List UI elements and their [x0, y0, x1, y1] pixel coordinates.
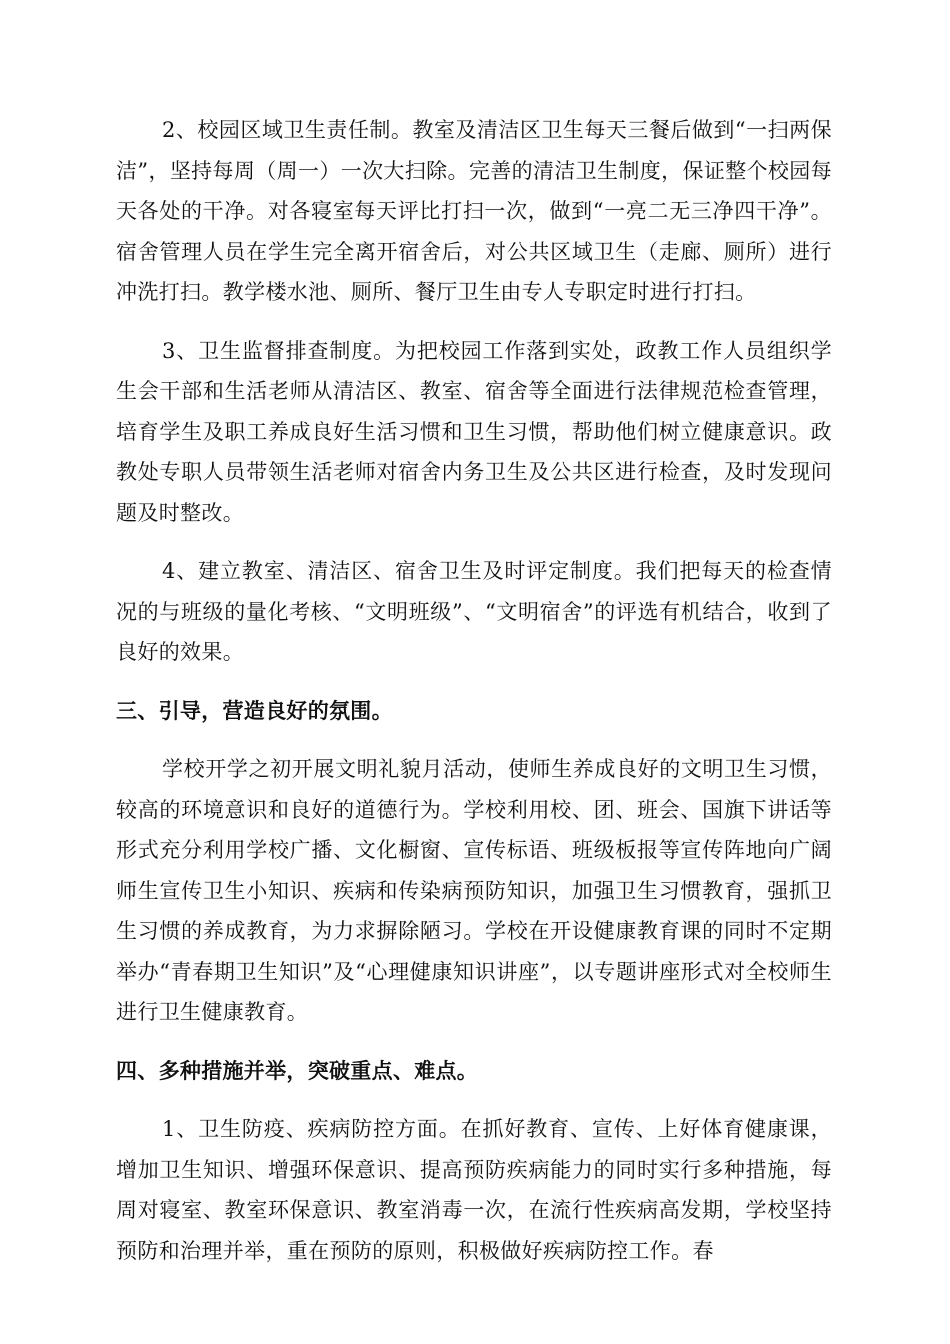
- paragraph-timely-evaluation: 4、建立教室、清洁区、宿舍卫生及时评定制度。我们把每天的检查情况的与班级的量化考核、“文明班级”、“文明宿舍”的评选有机结合，收到了良好的效果。: [116, 559, 832, 664]
- paragraph-disease-prevention: 1、卫生防疫、疾病防控方面。在抓好教育、宣传、上好体育健康课，增加卫生知识、增强环保意识、提高预防疾病能力的同时实行多种措施，每周对寝室、教室环保意识、教室消毒一次，在流行性疾病高发期，学校坚持预防和治理并举，重在预防的原则，积极做好疾病防控工作。春: [116, 1117, 832, 1263]
- section-heading-measures: 四、多种措施并举，突破重点、难点。: [116, 1058, 479, 1083]
- paragraph-civility-month: 学校开学之初开展文明礼貌月活动，使师生养成良好的文明卫生习惯，较高的环境意识和良好的道德行为。学校利用校、团、班会、国旗下讲话等形式充分利用学校广播、文化橱窗、宣传标语、班级板报等宣传阵地向广阔师生宣传卫生小知识、疾病和传染病预防知识，加强卫生习惯教育，强抓卫生习惯的养成教育，为力求摒除陋习。学校在开设健康教育课的同时不定期举办“青春期卫生知识”及“心理健康知识讲座”，以专题讲座形式对全校师生进行卫生健康教育。: [116, 757, 832, 1024]
- paragraph-campus-area-hygiene: 2、校园区域卫生责任制。教室及清洁区卫生每天三餐后做到“一扫两保洁”，坚持每周（周一）一次大扫除。完善的清洁卫生制度，保证整个校园每天各处的干净。对各寝室每天评比打扫一次，做到“一亮二无三净四干净”。宿舍管理人员在学生完全离开宿舍后，对公共区域卫生（走廊、厕所）进行冲洗打扫。教学楼水池、厕所、餐厅卫生由专人专职定时进行打扫。: [116, 118, 832, 304]
- section-heading-guidance: 三、引导，营造良好的氛围。: [116, 698, 393, 723]
- paragraph-hygiene-inspection: 3、卫生监督排查制度。为把校园工作落到实处，政教工作人员组织学生会干部和生活老师从清洁区、教室、宿舍等全面进行法律规范检查管理，培育学生及职工养成良好生活习惯和卫生习惯，帮助他们树立健康意识。政教处专职人员带领生活老师对宿舍内务卫生及公共区进行检查，及时发现问题及时整改。: [116, 338, 832, 525]
- document-body: [116, 110, 832, 1289]
